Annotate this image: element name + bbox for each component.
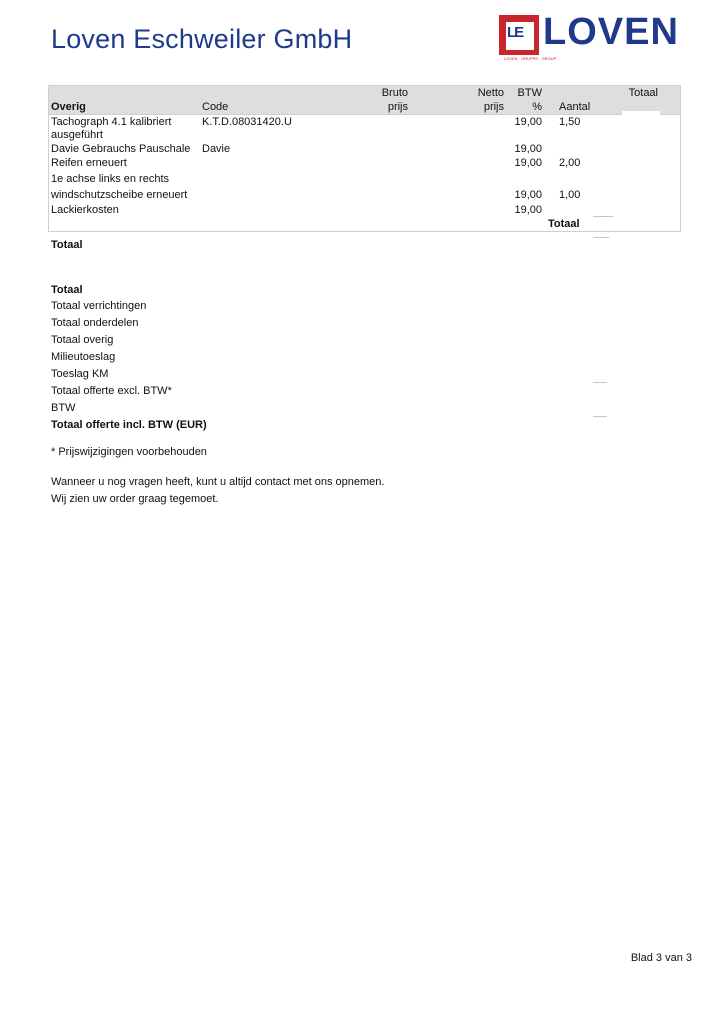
logo-tagline: LOVEN · GRUPPE · GROUP [504,56,557,61]
row-description: Tachograph 4.1 kalibriert [51,116,172,128]
col-bruto-bottom: prijs [387,101,408,113]
summary-line: BTW [51,402,76,414]
table-subtotal-label: Totaal [548,218,580,230]
col-code: Code [202,101,229,113]
row-description: 1e achse links en rechts [51,173,170,185]
row-description-cont: ausgeführt [51,129,103,141]
summary-line: Totaal overig [51,334,114,346]
closing-note: Wij zien uw order graag tegemoet. [51,493,219,505]
col-netto-bottom: prijs [483,101,504,113]
summary-title: Totaal [51,284,83,296]
summary-line: Totaal verrichtingen [51,300,147,312]
row-btw: 19,00 [514,116,542,128]
col-netto-top: Netto [477,87,504,99]
row-description: windschutzscheibe erneuert [51,189,188,201]
summary-rule [593,382,607,383]
row-description: Lackierkosten [51,204,119,216]
grand-total-label: Totaal offerte incl. BTW (EUR) [51,419,207,431]
page-number: Blad 3 van 3 [630,952,692,964]
row-description: Reifen erneuert [51,157,127,169]
subtotal-rule [593,237,609,238]
header-mask [622,111,660,116]
row-code: K.T.D.08031420.U [202,116,292,128]
col-btw-bottom: % [532,101,542,113]
row-btw: 19,00 [514,157,542,169]
row-btw: 19,00 [514,189,542,201]
col-overig: Overig [51,101,86,113]
row-aantal: 2,00 [559,157,581,169]
summary-line: Totaal offerte excl. BTW* [51,385,172,397]
company-title: Loven Eschweiler GmbH [51,24,353,54]
company-logo [499,11,697,61]
logo-monogram: LE [507,24,523,41]
summary-line: Totaal onderdelen [51,317,139,329]
col-btw-top: BTW [517,87,542,99]
row-aantal: 1,50 [559,116,581,128]
contact-note: Wanneer u nog vragen heeft, kunt u altijd contact met ons opnemen. [51,476,385,488]
logo-mark-icon [499,15,539,55]
col-totaal: Totaal [628,87,658,99]
row-description: Davie Gebrauchs Pauschale [51,143,191,155]
row-btw: 19,00 [514,204,542,216]
logo-wordmark: LOVEN [543,11,679,53]
subtotal-rule [593,216,613,217]
summary-rule [593,416,607,417]
col-bruto-top: Bruto [381,87,408,99]
row-btw: 19,00 [514,143,542,155]
summary-line: Toeslag KM [51,368,109,380]
row-aantal: 1,00 [559,189,581,201]
row-code: Davie [202,143,231,155]
summary-line: Milieutoeslag [51,351,116,363]
col-aantal: Aantal [559,101,591,113]
section-total-label: Totaal [51,239,83,251]
price-change-note: * Prijswijzigingen voorbehouden [51,446,207,458]
